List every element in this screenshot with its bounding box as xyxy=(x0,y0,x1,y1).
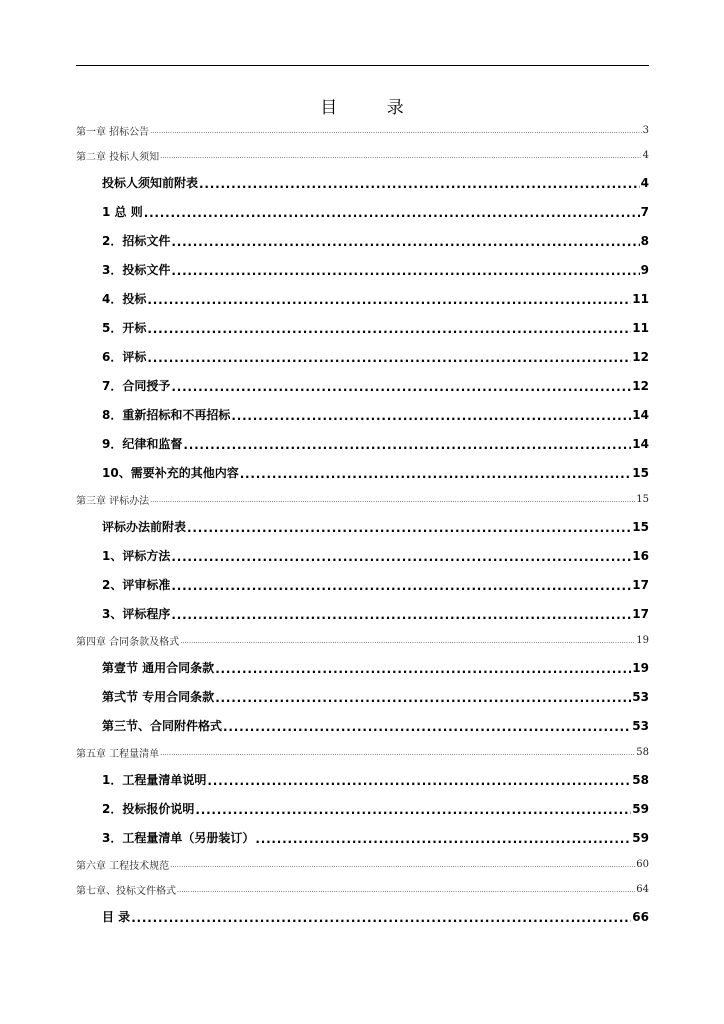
toc-section-entry[interactable] xyxy=(76,653,649,682)
toc-page-number: 4 xyxy=(640,175,649,190)
dot-leader xyxy=(199,175,640,191)
toc-page-number: 59 xyxy=(632,801,649,816)
dot-leader xyxy=(131,909,631,925)
toc-entry-label: 10、需要补充的其他内容 xyxy=(102,466,239,480)
toc-section-entry[interactable] xyxy=(76,197,649,226)
toc-entry-label: 第六章 工程技术规范 xyxy=(76,861,170,872)
dot-leader xyxy=(183,436,631,452)
toc-entry-label: 3、评标程序 xyxy=(102,607,171,621)
toc-section-entry[interactable] xyxy=(76,284,649,313)
dot-leader xyxy=(150,124,641,137)
toc-page-number: 59 xyxy=(632,830,649,845)
toc-page-number: 58 xyxy=(636,747,649,758)
toc-entry-label: 目 录 xyxy=(102,910,131,924)
toc-page-number: 12 xyxy=(632,349,649,364)
toc-section-entry[interactable] xyxy=(76,400,649,429)
toc-page-number: 16 xyxy=(632,548,649,563)
toc-page-number: 64 xyxy=(636,884,649,895)
toc-section-entry[interactable] xyxy=(76,902,649,931)
toc-section-entry[interactable] xyxy=(76,765,649,794)
toc-page-number: 17 xyxy=(632,606,649,621)
table-of-contents xyxy=(76,118,649,931)
toc-section-entry[interactable] xyxy=(76,429,649,458)
toc-entry-label: 4．投标 xyxy=(102,292,147,306)
toc-page-number: 53 xyxy=(632,689,649,704)
toc-section-entry[interactable] xyxy=(76,255,649,284)
toc-entry-label: 2、评审标准 xyxy=(102,578,171,592)
toc-entry-label: 第五章 工程量清单 xyxy=(76,749,160,760)
toc-page-number: 17 xyxy=(632,577,649,592)
dot-leader xyxy=(240,465,632,481)
toc-entry-label: 8．重新招标和不再招标 xyxy=(102,408,231,422)
toc-chapter-entry[interactable] xyxy=(76,143,649,168)
toc-entry-label: 1、评标方法 xyxy=(102,549,171,563)
dot-leader xyxy=(171,262,639,278)
toc-page-number: 4 xyxy=(642,150,649,161)
dot-leader xyxy=(147,320,631,336)
toc-page-number: 3 xyxy=(642,125,649,136)
toc-entry-label: 第壹节 通用合同条款 xyxy=(102,661,215,675)
toc-entry-label: 3．投标文件 xyxy=(102,263,171,277)
toc-section-entry[interactable] xyxy=(76,682,649,711)
toc-chapter-entry[interactable] xyxy=(76,852,649,877)
dot-leader xyxy=(231,407,631,423)
toc-entry-label: 投标人须知前附表 xyxy=(102,176,199,190)
toc-entry-label: 评标办法前附表 xyxy=(102,520,187,534)
dot-leader xyxy=(150,493,635,506)
toc-section-entry[interactable] xyxy=(76,599,649,628)
toc-chapter-entry[interactable] xyxy=(76,740,649,765)
toc-page-number: 11 xyxy=(632,320,649,335)
dot-leader xyxy=(160,149,641,162)
dot-leader xyxy=(147,291,631,307)
toc-entry-label: 第弍节 专用合同条款 xyxy=(102,690,215,704)
toc-page-number: 53 xyxy=(632,718,649,733)
toc-entry-label: 7．合同授予 xyxy=(102,379,171,393)
toc-page-number: 15 xyxy=(632,465,649,480)
toc-page-number: 66 xyxy=(632,909,649,924)
dot-leader xyxy=(195,801,631,817)
toc-entry-label: 6．评标 xyxy=(102,350,147,364)
toc-page-number: 60 xyxy=(636,859,649,870)
toc-section-entry[interactable] xyxy=(76,371,649,400)
toc-chapter-entry[interactable] xyxy=(76,487,649,512)
dot-leader xyxy=(160,746,635,759)
dot-leader xyxy=(215,660,631,676)
toc-entry-label: 第七章、投标文件格式 xyxy=(76,886,176,897)
toc-page-number: 58 xyxy=(632,772,649,787)
toc-chapter-entry[interactable] xyxy=(76,877,649,902)
toc-page-number: 15 xyxy=(636,494,649,505)
toc-title: 目 录 xyxy=(320,98,426,118)
toc-entry-label: 第三章 评标办法 xyxy=(76,496,150,507)
toc-entry-label: 5．开标 xyxy=(102,321,147,335)
toc-section-entry[interactable] xyxy=(76,226,649,255)
dot-leader xyxy=(255,830,631,846)
dot-leader xyxy=(215,689,631,705)
toc-page-number: 12 xyxy=(632,378,649,393)
dot-leader xyxy=(144,204,640,220)
toc-page-number: 15 xyxy=(632,519,649,534)
toc-page-number: 8 xyxy=(640,233,649,248)
toc-entry-label: 3．工程量清单（另册装订） xyxy=(102,831,255,845)
dot-leader xyxy=(180,634,635,647)
toc-section-entry[interactable] xyxy=(76,512,649,541)
dot-leader xyxy=(147,349,631,365)
toc-entry-label: 第三节、合同附件格式 xyxy=(102,719,223,733)
toc-page-number: 19 xyxy=(632,660,649,675)
toc-section-entry[interactable] xyxy=(76,168,649,197)
toc-entry-label: 第四章 合同条款及格式 xyxy=(76,637,180,648)
toc-section-entry[interactable] xyxy=(76,313,649,342)
dot-leader xyxy=(171,606,631,622)
toc-page-number: 14 xyxy=(632,407,649,422)
toc-section-entry[interactable] xyxy=(76,711,649,740)
dot-leader xyxy=(170,858,635,871)
header-rule xyxy=(76,65,649,66)
toc-section-entry[interactable] xyxy=(76,570,649,599)
toc-section-entry[interactable] xyxy=(76,823,649,852)
toc-entry-label: 9．纪律和监督 xyxy=(102,437,183,451)
dot-leader xyxy=(171,378,631,394)
toc-page-number: 14 xyxy=(632,436,649,451)
toc-entry-label: 1．工程量清单说明 xyxy=(102,773,207,787)
dot-leader xyxy=(177,883,635,896)
dot-leader xyxy=(171,548,631,564)
toc-entry-label: 2．招标文件 xyxy=(102,234,171,248)
toc-entry-label: 第一章 招标公告 xyxy=(76,127,150,138)
toc-entry-label: 1 总 则 xyxy=(102,205,143,219)
dot-leader xyxy=(223,718,631,734)
toc-page-number: 9 xyxy=(640,262,649,277)
dot-leader xyxy=(171,577,631,593)
toc-section-entry[interactable] xyxy=(76,541,649,570)
dot-leader xyxy=(187,519,631,535)
dot-leader xyxy=(171,233,639,249)
toc-chapter-entry[interactable] xyxy=(76,118,649,143)
toc-chapter-entry[interactable] xyxy=(76,628,649,653)
toc-entry-label: 第二章 投标人须知 xyxy=(76,152,160,163)
toc-entry-label: 2．投标报价说明 xyxy=(102,802,195,816)
toc-section-entry[interactable] xyxy=(76,458,649,487)
toc-section-entry[interactable] xyxy=(76,794,649,823)
toc-page-number: 19 xyxy=(636,635,649,646)
toc-page-number: 11 xyxy=(632,291,649,306)
dot-leader xyxy=(207,772,631,788)
toc-section-entry[interactable] xyxy=(76,342,649,371)
toc-page-number: 7 xyxy=(640,204,649,219)
